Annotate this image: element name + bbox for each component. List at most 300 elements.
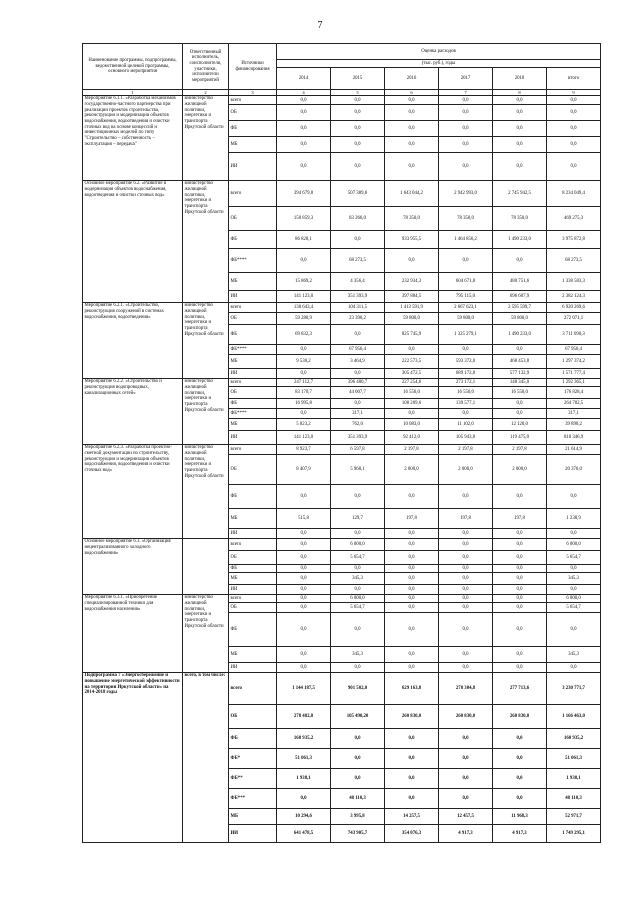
year-value: 14 257,5 [385, 809, 439, 825]
year-value: 0,0 [331, 769, 385, 789]
year-value: 141 123,0 [277, 291, 331, 303]
funding-source: ИИ [229, 369, 277, 379]
year-value: 104 311,5 [331, 303, 385, 313]
program-name: Основное мероприятие 6.2. «Развитие и модернизация объектов водоснабжения, водоотведения и очистки сточных вод» [83, 181, 183, 303]
year-value: 44 007,7 [331, 387, 385, 399]
column-number: 6 [385, 90, 439, 96]
program-name: Мероприятие 6.2.3. «Разработка проектно-сметной документации по строительству, реконструкции и модернизации объектов водоснабжения, водоотведения и очистки сточных вод» [83, 445, 183, 539]
column-number: 1 [83, 90, 183, 96]
year-value: 0,0 [331, 565, 385, 573]
year-value: 0,0 [277, 603, 331, 613]
year-value: 0,0 [385, 345, 439, 355]
header-year-total: итого [547, 68, 601, 90]
year-value: 0,0 [331, 585, 385, 595]
header-year: 2015 [331, 68, 385, 90]
year-value: 0,0 [493, 409, 547, 419]
funding-source: всего [229, 539, 277, 551]
year-value: 150 859,3 [277, 207, 331, 231]
total-value: 0,0 [547, 585, 601, 595]
column-number: 8 [493, 90, 547, 96]
year-value: 2 942 993,0 [439, 181, 493, 207]
funding-source: всего [229, 96, 277, 105]
funding-source: ФБ [229, 325, 277, 345]
year-value: 78 350,0 [493, 207, 547, 231]
year-value: 78 350,0 [385, 207, 439, 231]
year-value: 762,0 [331, 419, 385, 431]
total-value: 1 292 365,1 [547, 379, 601, 387]
year-value: 795 115,0 [439, 291, 493, 303]
year-value: 0,0 [439, 485, 493, 509]
year-value: 68 273,5 [331, 249, 385, 273]
year-value: 394 679,8 [277, 181, 331, 207]
year-value: 0,0 [331, 137, 385, 153]
total-value: 810 346,9 [547, 431, 601, 445]
total-value: 1 338 583,3 [547, 273, 601, 291]
year-value: 0,0 [439, 409, 493, 419]
funding-source: ФБ**** [229, 249, 277, 273]
year-value: 0,0 [493, 529, 547, 539]
year-value: 0,0 [385, 585, 439, 595]
year-value: 197,8 [385, 509, 439, 529]
program-name: Мероприятие 6.3.1. «Приобретение специализированной техники для водоснабжения населения» [83, 595, 183, 673]
year-value: 247 112,7 [277, 379, 331, 387]
year-value: 0,0 [277, 565, 331, 573]
year-value: 78 350,0 [439, 207, 493, 231]
year-value: 1 413 591,9 [385, 303, 439, 313]
header-source: Источники финансирования [229, 44, 277, 90]
column-number: 3 [229, 90, 277, 96]
total-value: 317,1 [547, 409, 601, 419]
funding-source: всего [229, 595, 277, 603]
year-value: 0,0 [277, 249, 331, 273]
total-value: 0,0 [547, 613, 601, 647]
year-value: 197,8 [493, 509, 547, 529]
year-value: 0,0 [493, 137, 547, 153]
funding-source: ФБ [229, 613, 277, 647]
header-year: 2014 [277, 68, 331, 90]
total-value: 1 749 295,1 [547, 825, 601, 843]
funding-source: ИИ [229, 663, 277, 673]
year-value: 0,0 [277, 345, 331, 355]
table-row [83, 96, 601, 105]
year-value: 0,0 [385, 121, 439, 137]
year-value: 604 671,8 [439, 273, 493, 291]
year-value: 0,0 [385, 565, 439, 573]
total-value: 272 071,1 [547, 313, 601, 325]
year-value: 5 823,2 [277, 419, 331, 431]
funding-source: всего [229, 445, 277, 455]
year-value: 11 968,3 [493, 809, 547, 825]
year-value: 15 869,2 [277, 273, 331, 291]
funding-source: ИИ [229, 529, 277, 539]
funding-source: МБ [229, 647, 277, 663]
year-value: 232 934,3 [385, 273, 439, 291]
year-value: 0,0 [493, 565, 547, 573]
responsible-executor: министерство жилищной политики, энергетики и транспорта Иркутской области [183, 303, 229, 379]
total-value: 345,3 [547, 573, 601, 585]
year-value: 83 266,0 [331, 207, 385, 231]
year-value: 2 595 599,7 [493, 303, 547, 313]
year-value: 0,0 [331, 663, 385, 673]
funding-source: ОБ [229, 387, 277, 399]
year-value: 0,0 [385, 137, 439, 153]
year-value: 69 832,3 [277, 325, 331, 345]
year-value: 825 745,9 [385, 325, 439, 345]
total-value: 68 273,5 [547, 249, 601, 273]
year-value: 0,0 [439, 539, 493, 551]
year-value: 9 530,2 [277, 355, 331, 369]
responsible-executor: министерство жилищной политики, энергетики и транспорта Иркутской области [183, 96, 229, 181]
header-responsible: Ответственный исполнитель, соисполнители, участники, исполнители мероприятий [183, 44, 229, 90]
year-value: 16 550,0 [439, 387, 493, 399]
year-value: 8 407,9 [277, 455, 331, 485]
table-row [83, 445, 601, 455]
year-value: 0,0 [493, 663, 547, 673]
year-value: 0,0 [439, 105, 493, 121]
year-value: 0,0 [277, 369, 331, 379]
page-number: 7 [317, 20, 323, 31]
year-value: 0,0 [277, 529, 331, 539]
year-value: 0,0 [493, 749, 547, 769]
total-value: 52 971,7 [547, 809, 601, 825]
year-value: 0,0 [439, 345, 493, 355]
year-value: 0,0 [277, 573, 331, 585]
year-value: 0,0 [439, 249, 493, 273]
year-value: 83 170,7 [277, 387, 331, 399]
year-value: 0,0 [493, 345, 547, 355]
funding-source: ФБ** [229, 769, 277, 789]
year-value: 0,0 [277, 663, 331, 673]
total-value: 20 376,0 [547, 455, 601, 485]
total-value: 0,0 [547, 663, 601, 673]
year-value: 10 083,0 [385, 419, 439, 431]
responsible-executor [183, 539, 229, 595]
total-value: 1 166 463,0 [547, 705, 601, 729]
year-value: 23 390,2 [331, 313, 385, 325]
year-value: 2 000,0 [493, 455, 547, 485]
year-value: 0,0 [385, 749, 439, 769]
year-value: 0,0 [277, 137, 331, 153]
year-value: 2 745 942,5 [493, 181, 547, 207]
table-row [83, 539, 601, 551]
year-value: 0,0 [331, 105, 385, 121]
program-name: Мероприятие 6.1.1. «Разработка механизмов государственно-частного партнерства при реализации проектов строительства, реконструкции и модернизации объектов водоснабжения, водоотведения и очистки сточных вод на основе концессий и инвестиционных моделей по типу "Строительство – собственность – эксплуатация – передача" [83, 96, 183, 181]
year-value: 0,0 [439, 647, 493, 663]
year-value: 0,0 [385, 105, 439, 121]
year-value: 689 172,0 [439, 369, 493, 379]
table-row [83, 595, 601, 603]
funding-source: ФБ [229, 121, 277, 137]
year-value: 119 475,0 [493, 431, 547, 445]
year-value: 0,0 [385, 485, 439, 509]
header-year: 2018 [493, 68, 547, 90]
year-value: 227 254,6 [385, 379, 439, 387]
funding-source: всего [229, 673, 277, 705]
program-name: Подпрограмма 7 «Энергосбережение и повышение энергетической эффективности на территории Иркутской области» на 2014-2018 годы [83, 673, 183, 843]
year-value: 0,0 [385, 729, 439, 749]
year-value: 2 000,0 [439, 455, 493, 485]
year-value: 0,0 [439, 789, 493, 809]
year-value: 396 480,7 [331, 379, 385, 387]
total-value: 3 975 872,8 [547, 231, 601, 249]
year-value: 0,0 [385, 529, 439, 539]
table-row [83, 303, 601, 313]
funding-source: ОБ [229, 207, 277, 231]
year-value: 0,0 [277, 121, 331, 137]
funding-source: ИИ [229, 825, 277, 843]
year-value: 2 197,8 [385, 445, 439, 455]
year-value: 0,0 [277, 96, 331, 105]
year-value: 277 713,6 [493, 673, 547, 705]
total-value: 3 230 771,7 [547, 673, 601, 705]
year-value: 260 830,0 [439, 705, 493, 729]
year-value: 0,0 [331, 231, 385, 249]
funding-source: ИИ [229, 291, 277, 303]
year-value: 0,0 [331, 729, 385, 749]
year-value: 577 132,9 [493, 369, 547, 379]
year-value: 0,0 [385, 551, 439, 565]
funding-source: ОБ [229, 313, 277, 325]
year-value: 0,0 [493, 105, 547, 121]
year-value: 0,0 [331, 399, 385, 409]
total-value: 51 061,3 [547, 749, 601, 769]
year-value: 260 830,0 [385, 705, 439, 729]
funding-source: ФБ**** [229, 345, 277, 355]
year-value: 0,0 [277, 551, 331, 565]
year-value: 278 482,8 [277, 705, 331, 729]
year-value: 0,0 [385, 96, 439, 105]
year-value: 0,0 [493, 121, 547, 137]
year-value: 2 197,8 [439, 445, 493, 455]
year-value: 0,0 [277, 585, 331, 595]
total-value: 3 711 090,3 [547, 325, 601, 345]
year-value: 901 502,0 [331, 673, 385, 705]
year-value: 0,0 [493, 539, 547, 551]
year-value: 0,0 [493, 613, 547, 647]
total-value: 1 297 374,2 [547, 355, 601, 369]
year-value: 0,0 [493, 153, 547, 181]
year-value: 0,0 [439, 603, 493, 613]
funding-source: ФБ [229, 485, 277, 509]
total-value: 1 571 777,4 [547, 369, 601, 379]
year-value: 1 490 233,0 [493, 231, 547, 249]
year-value: 351 393,9 [331, 291, 385, 303]
year-value: 0,0 [439, 121, 493, 137]
year-value: 108 209,6 [385, 399, 439, 409]
year-value: 4 917,3 [493, 825, 547, 843]
funding-source: ФБ*** [229, 789, 277, 809]
total-value: 1 938,1 [547, 769, 601, 789]
year-value: 0,0 [493, 485, 547, 509]
year-value: 138 643,4 [277, 303, 331, 313]
year-value: 6 000,0 [331, 595, 385, 603]
responsible-executor: министерство жилищной политики, энергетики и транспорта Иркутской области [183, 379, 229, 445]
year-value: 0,0 [493, 573, 547, 585]
year-value: 0,0 [439, 529, 493, 539]
funding-source: МБ [229, 419, 277, 431]
year-value: 59 280,9 [277, 313, 331, 325]
year-value: 5 968,1 [331, 455, 385, 485]
year-value: 2 667 623,1 [439, 303, 493, 313]
year-value: 743 905,7 [331, 825, 385, 843]
year-value: 5 654,7 [331, 603, 385, 613]
responsible-executor: министерство жилищной политики, энергетики и транспорта Иркутской области [183, 595, 229, 673]
year-value: 4 917,3 [439, 825, 493, 843]
year-value: 0,0 [331, 96, 385, 105]
year-value: 0,0 [385, 769, 439, 789]
total-value: 176 828,4 [547, 387, 601, 399]
year-value: 345,3 [331, 647, 385, 663]
year-value: 0,0 [331, 485, 385, 509]
table-row [83, 379, 601, 387]
header-name: Наименование программы, подпрограммы, ведомственной целевой программы, основного мероприятия [83, 44, 183, 90]
year-value: 12 457,5 [439, 809, 493, 825]
year-value: 0,0 [385, 613, 439, 647]
column-number: 9 [547, 90, 601, 96]
funding-source: МБ [229, 355, 277, 369]
column-number: 2 [183, 90, 229, 96]
year-value: 278 304,8 [439, 673, 493, 705]
year-value: 1 325 279,1 [439, 325, 493, 345]
column-number: 7 [439, 90, 493, 96]
year-value: 0,0 [277, 647, 331, 663]
year-value: 16 995,8 [277, 399, 331, 409]
year-value: 0,0 [385, 663, 439, 673]
year-value: 0,0 [493, 585, 547, 595]
year-value: 0,0 [277, 595, 331, 603]
year-value: 317,1 [331, 409, 385, 419]
total-value: 0,0 [547, 485, 601, 509]
year-value: 0,0 [331, 749, 385, 769]
year-value: 468 453,8 [493, 355, 547, 369]
responsible-executor: министерство жилищной политики, энергетики и транспорта Иркутской области [183, 181, 229, 303]
year-value: 0,0 [331, 121, 385, 137]
year-value: 48 110,3 [331, 789, 385, 809]
funding-source: всего [229, 379, 277, 387]
total-value: 6 000,0 [547, 595, 601, 603]
total-value: 21 614,9 [547, 445, 601, 455]
year-value: 480 751,6 [493, 273, 547, 291]
year-value: 515,8 [277, 509, 331, 529]
total-value: 0,0 [547, 96, 601, 105]
responsible-executor: всего, в том числе: [183, 673, 229, 843]
year-value: 3 464,9 [331, 355, 385, 369]
total-value: 0,0 [547, 137, 601, 153]
year-value: 59 800,0 [439, 313, 493, 325]
funding-source: ИИ [229, 585, 277, 595]
year-value: 197,8 [439, 509, 493, 529]
funding-source: всего [229, 181, 277, 207]
year-value: 1 464 856,2 [439, 231, 493, 249]
total-value: 0,0 [547, 153, 601, 181]
year-value: 0,0 [439, 663, 493, 673]
total-value: 264 782,5 [547, 399, 601, 409]
year-value: 59 800,0 [385, 313, 439, 325]
year-value: 0,0 [439, 137, 493, 153]
year-value: 0,0 [277, 153, 331, 181]
year-value: 0,0 [331, 529, 385, 539]
year-value: 696 607,9 [493, 291, 547, 303]
year-value: 345,3 [331, 573, 385, 585]
year-value: 0,0 [385, 153, 439, 181]
year-value: 129,7 [331, 509, 385, 529]
funding-source: МБ [229, 509, 277, 529]
year-value: 0,0 [331, 369, 385, 379]
year-value: 0,0 [439, 749, 493, 769]
year-value: 273 172,1 [439, 379, 493, 387]
header-unit: (тыс. руб.), годы [277, 60, 601, 68]
funding-source: ОБ [229, 551, 277, 565]
year-value: 6 000,0 [331, 539, 385, 551]
year-value: 3 995,8 [331, 809, 385, 825]
year-value: 0,0 [493, 249, 547, 273]
funding-source: ОБ [229, 705, 277, 729]
year-value: 0,0 [439, 595, 493, 603]
header-year: 2017 [439, 68, 493, 90]
funding-source: ИИ [229, 153, 277, 181]
total-value: 2 382 124,3 [547, 291, 601, 303]
column-number: 5 [331, 90, 385, 96]
year-value: 0,0 [439, 613, 493, 647]
total-value: 469 275,3 [547, 207, 601, 231]
total-value: 1 238,9 [547, 509, 601, 529]
year-value: 1 490 233,0 [493, 325, 547, 345]
year-value: 260 830,0 [493, 705, 547, 729]
year-value: 0,0 [385, 573, 439, 585]
funding-source: ФБ* [229, 749, 277, 769]
funding-source: всего [229, 303, 277, 313]
year-value: 11 102,0 [439, 419, 493, 431]
year-value: 0,0 [385, 409, 439, 419]
total-value: 5 654,7 [547, 551, 601, 565]
year-value: 0,0 [385, 603, 439, 613]
year-value: 160 935,2 [277, 729, 331, 749]
year-value: 1 144 187,5 [277, 673, 331, 705]
year-value: 0,0 [493, 789, 547, 809]
year-value: 0,0 [277, 539, 331, 551]
year-value: 0,0 [439, 96, 493, 105]
year-value: 0,0 [331, 613, 385, 647]
year-value: 16 550,0 [493, 387, 547, 399]
year-value: 139 577,1 [439, 399, 493, 409]
year-value: 2 000,0 [385, 455, 439, 485]
year-value: 0,0 [439, 551, 493, 565]
year-value: 507 389,8 [331, 181, 385, 207]
total-value: 8 234 049,4 [547, 181, 601, 207]
year-value: 351 393,9 [331, 431, 385, 445]
year-value: 0,0 [277, 613, 331, 647]
year-value: 12 120,0 [493, 419, 547, 431]
year-value: 141 123,0 [277, 431, 331, 445]
column-number: 4 [277, 90, 331, 96]
header-cost: Оценка расходов [277, 44, 601, 60]
funding-source: МБ [229, 137, 277, 153]
year-value: 1 938,1 [277, 769, 331, 789]
total-value: 0,0 [547, 105, 601, 121]
year-value: 105 490,20 [331, 705, 385, 729]
year-value: 0,0 [493, 769, 547, 789]
year-value: 0,0 [439, 565, 493, 573]
program-name: Мероприятие 6.2.1. «Строительство, реконструкция сооружений в системах водоснабжения, водоотведения» [83, 303, 183, 379]
funding-source: МБ [229, 273, 277, 291]
year-value: 6 597,8 [331, 445, 385, 455]
budget-table [82, 43, 601, 843]
year-value: 0,0 [385, 249, 439, 273]
year-value: 354 076,3 [385, 825, 439, 843]
year-value: 105 943,0 [439, 431, 493, 445]
responsible-executor: министерство жилищной политики, энергетики и транспорта Иркутской области [183, 445, 229, 539]
year-value: 148 345,0 [493, 379, 547, 387]
